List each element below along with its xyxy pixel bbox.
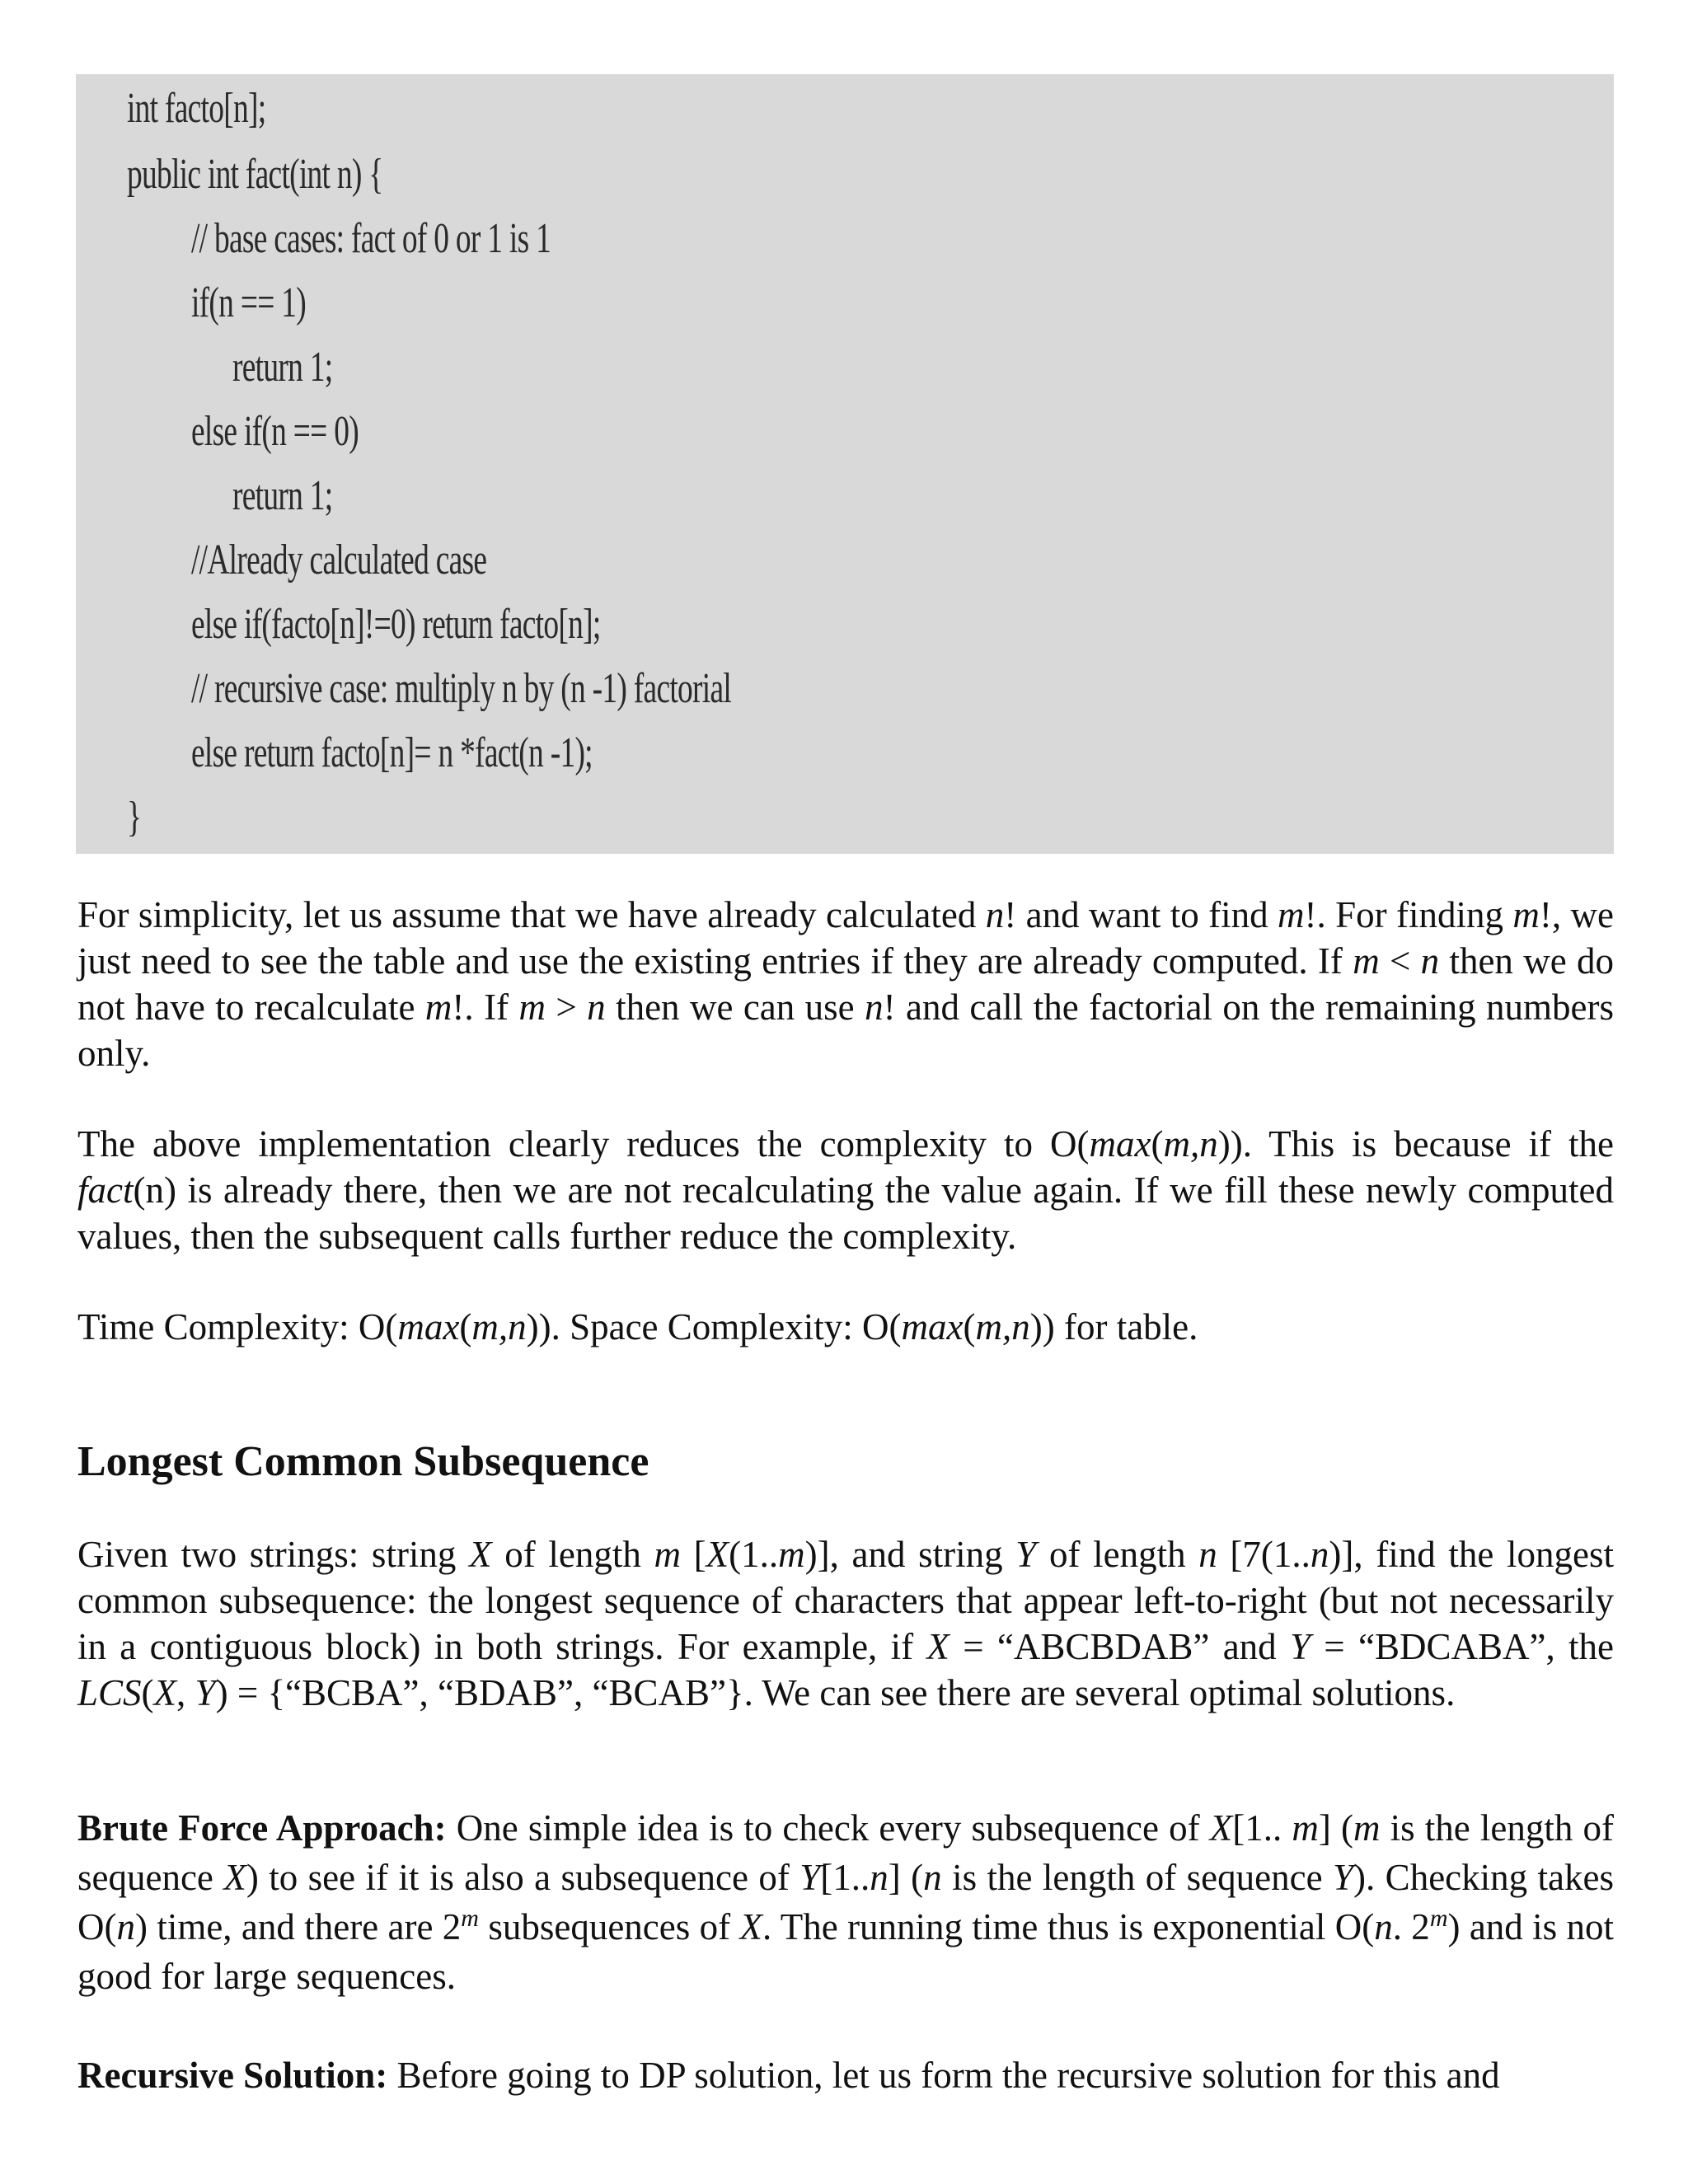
- math-var: m: [1278, 894, 1305, 935]
- text-run: )) for table.: [1029, 1306, 1198, 1347]
- math-var: LCS: [77, 1672, 142, 1713]
- superscript: m: [1429, 1905, 1448, 1932]
- text-run: . The running time thus is exponential O(: [762, 1906, 1375, 1947]
- text-run: is the length of sequence: [941, 1857, 1333, 1898]
- code-block: [76, 74, 1614, 854]
- code-line: public int fact(int n) {: [127, 151, 383, 198]
- superscript: m: [461, 1905, 479, 1932]
- math-var: m: [424, 987, 452, 1028]
- math-var: m,n: [975, 1306, 1030, 1347]
- text-run: ) = {“BCBA”, “BDAB”, “BCAB”}. We can see there are several optimal solutions.: [215, 1672, 1456, 1713]
- text-run: [1..: [1232, 1807, 1292, 1849]
- math-var: n: [1374, 1906, 1393, 1947]
- math-var: X: [1209, 1807, 1233, 1849]
- section-heading: Longest Common Subsequence: [77, 1438, 649, 1485]
- text-run: (: [459, 1306, 472, 1347]
- text-run: !. For finding: [1304, 894, 1513, 935]
- math-var: X: [926, 1626, 950, 1667]
- lead-in: Brute Force Approach:: [77, 1807, 447, 1849]
- math-var: Y: [799, 1857, 821, 1898]
- math-var: X: [153, 1672, 177, 1713]
- paragraph-memoization-intro: [77, 892, 1614, 1076]
- text-run: One simple idea is to check every subsequence of: [446, 1807, 1210, 1849]
- math-var: m: [1353, 940, 1380, 982]
- text-run: of length: [491, 1534, 654, 1575]
- math-var: Y: [1289, 1626, 1311, 1667]
- math-var: m: [518, 987, 546, 1028]
- code-line: if(n == 1): [191, 279, 307, 326]
- code-line: }: [127, 794, 142, 841]
- math-var: max: [901, 1306, 964, 1347]
- text-run: (: [141, 1672, 154, 1713]
- math-var: Y: [1015, 1534, 1037, 1575]
- text-run: <: [1379, 940, 1421, 982]
- text-run: The above implementation clearly reduces the complexity to O(: [77, 1123, 1090, 1165]
- text-run: )], find the longest common subsequence: the longest sequence of characters that appear left-to-right (but not necessarily in a contiguous block) in both strings. For example, if: [77, 1534, 1614, 1667]
- math-var: m: [1353, 1807, 1381, 1849]
- code-line: // recursive case: multiply n by (n -1) factorial: [191, 665, 732, 712]
- math-var: n: [865, 987, 884, 1028]
- text-run: is the length of sequence: [77, 1807, 1614, 1898]
- text-run: )). Space Complexity: O(: [526, 1306, 902, 1347]
- text-run: ) and is not good for large sequences.: [77, 1906, 1615, 1997]
- text-run: Given two strings: string: [77, 1534, 470, 1575]
- code-line: //Already calculated case: [191, 537, 487, 583]
- math-var: n: [1310, 1534, 1329, 1575]
- text-run: (n) is already there, then we are not recalculating the value again. If we fill these newly computed values, then the subsequent calls further reduce the complexity.: [77, 1169, 1614, 1257]
- text-run: )). This is because if the: [1217, 1123, 1614, 1165]
- math-var: m: [1512, 894, 1540, 935]
- text-run: [1..: [820, 1857, 870, 1898]
- text-run: !, we just need to see the table and use the existing entries if they are already computed. If: [77, 894, 1614, 982]
- math-var: m,n: [471, 1306, 527, 1347]
- math-var: max: [397, 1306, 460, 1347]
- text-run: ] (: [1318, 1807, 1353, 1849]
- math-var: n: [1420, 940, 1440, 982]
- text-run: . 2: [1392, 1906, 1430, 1947]
- text-run: Before going to DP solution, let us form the recursive solution for this and: [387, 2055, 1500, 2096]
- text-run: subsequences of: [478, 1906, 740, 1947]
- text-run: (: [963, 1306, 976, 1347]
- text-run: [7(1..: [1217, 1534, 1311, 1575]
- math-var: n: [870, 1857, 889, 1898]
- math-var: X: [469, 1534, 492, 1575]
- text-run: )], and string: [804, 1534, 1016, 1575]
- paragraph-brute-force: [77, 1803, 1614, 2001]
- code-line: else if(n == 0): [191, 408, 359, 455]
- lead-in: Recursive Solution:: [77, 2055, 388, 2096]
- math-var: m: [654, 1534, 681, 1575]
- text-run: ! and want to find: [1004, 894, 1278, 935]
- math-var: m: [778, 1534, 805, 1575]
- text-run: ,: [176, 1672, 195, 1713]
- math-var: max: [1089, 1123, 1151, 1165]
- math-var: n: [116, 1906, 135, 1947]
- math-var: n: [923, 1857, 942, 1898]
- text-run: ! and call the factorial on the remaining numbers only.: [77, 987, 1614, 1074]
- text-run: then we do not have to recalculate: [77, 940, 1614, 1028]
- text-run: For simplicity, let us assume that we have already calculated: [77, 894, 986, 935]
- text-run: Time Complexity: O(: [77, 1306, 398, 1347]
- text-run: !. If: [452, 987, 519, 1028]
- code-line: return 1;: [232, 472, 333, 519]
- math-var: fact: [77, 1169, 134, 1211]
- text-run: ] (: [888, 1857, 924, 1898]
- text-run: (: [1151, 1123, 1164, 1165]
- text-run: >: [545, 987, 588, 1028]
- text-run: = “BDCABA”, the: [1311, 1626, 1614, 1667]
- math-var: X: [223, 1857, 246, 1898]
- math-var: n: [1198, 1534, 1217, 1575]
- text-run: ) to see if it is also a subsequence of: [246, 1857, 800, 1898]
- paragraph-complexity-explanation: [77, 1121, 1614, 1259]
- math-var: X: [739, 1906, 762, 1947]
- text-run: = “ABCBDAB” and: [949, 1626, 1290, 1667]
- math-var: n: [587, 987, 606, 1028]
- math-var: m,n: [1163, 1123, 1218, 1165]
- math-var: X: [706, 1534, 729, 1575]
- text-run: (1..: [729, 1534, 779, 1575]
- code-line: int facto[n];: [127, 85, 266, 132]
- math-var: n: [985, 894, 1005, 935]
- text-run: ) time, and there are 2: [134, 1906, 462, 1947]
- text-run: of length: [1036, 1534, 1199, 1575]
- code-line: else if(facto[n]!=0) return facto[n];: [191, 601, 601, 648]
- math-var: m: [1292, 1807, 1319, 1849]
- paragraph-recursive-solution: [77, 2052, 1614, 2098]
- text-run: [: [681, 1534, 706, 1575]
- code-line: // base cases: fact of 0 or 1 is 1: [191, 215, 551, 262]
- text-run: ). Checking takes O(: [77, 1857, 1615, 1947]
- math-var: Y: [1333, 1857, 1354, 1898]
- paragraph-complexity-summary: [77, 1304, 1614, 1350]
- paragraph-lcs-definition: [77, 1531, 1614, 1716]
- math-var: Y: [195, 1672, 216, 1713]
- text-run: then we can use: [605, 987, 865, 1028]
- code-line: else return facto[n]= n *fact(n -1);: [191, 729, 593, 776]
- code-line: return 1;: [232, 344, 333, 391]
